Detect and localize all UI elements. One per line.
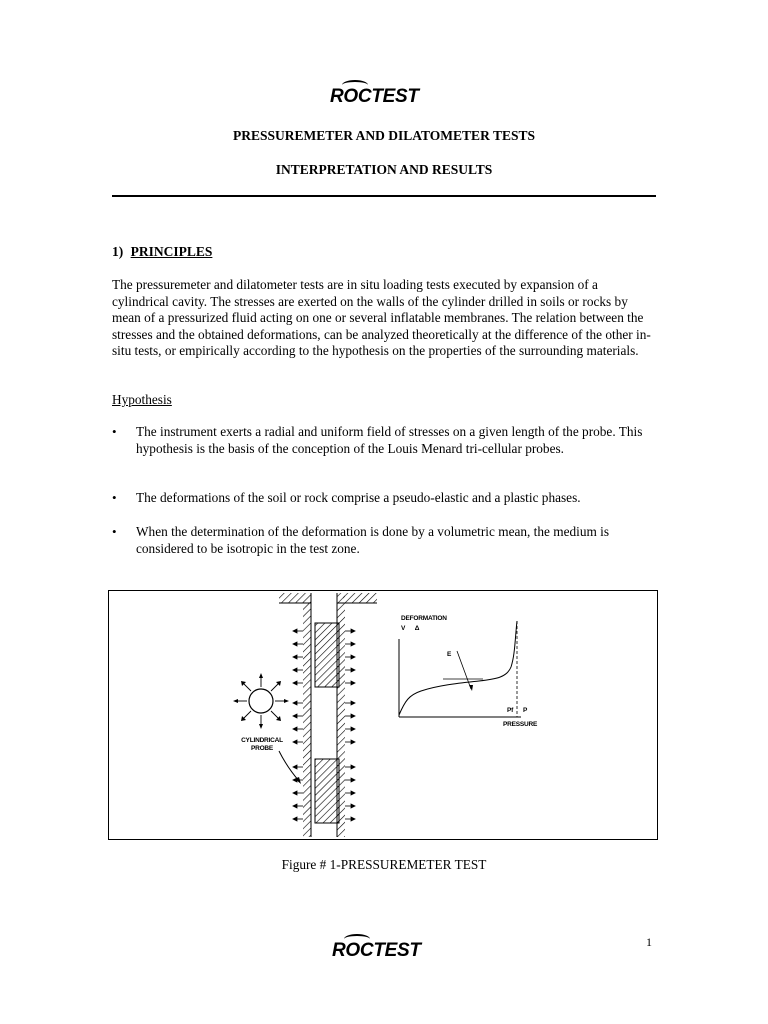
stress-arrow-right bbox=[345, 791, 355, 795]
hypothesis-bullet-2: The deformations of the soil or rock comprise a pseudo-elastic and a plastic phases. bbox=[136, 490, 581, 505]
stress-arrow-left bbox=[293, 791, 303, 795]
stress-arrow-right bbox=[345, 765, 355, 769]
stress-arrow-right bbox=[345, 714, 355, 718]
page-number: 1 bbox=[646, 935, 652, 949]
limit-pressure-label: Pf bbox=[507, 707, 514, 714]
ground-surface bbox=[279, 593, 377, 603]
pressure-axis-label: PRESSURE bbox=[503, 721, 538, 728]
footer-logo-text: ROCTEST bbox=[332, 940, 421, 961]
document-title: PRESSUREMETER AND DILATOMETER TESTS bbox=[233, 128, 535, 143]
header-logo-text: ROCTEST bbox=[330, 86, 419, 107]
stress-arrow-left bbox=[293, 817, 303, 821]
stress-arrow-right bbox=[345, 629, 355, 633]
probe-label-line1: CYLINDRICAL bbox=[241, 737, 283, 744]
stress-arrow-right bbox=[345, 804, 355, 808]
pressure-deformation-graph bbox=[399, 621, 521, 717]
hypothesis-heading: Hypothesis bbox=[112, 392, 172, 407]
stress-arrow-left bbox=[293, 740, 303, 744]
probe-pointer bbox=[279, 751, 301, 784]
stress-arrow-right bbox=[345, 655, 355, 659]
stress-arrow-right bbox=[345, 778, 355, 782]
stress-arrow-left bbox=[293, 727, 303, 731]
intro-paragraph: The pressuremeter and dilatometer tests are in situ loading tests executed by expansion of a cylindrical cavity. The stresses are exerted on the walls of the cylinder drilled in soils or rocks by mean of a pressurized fluid acting on one or several inflatable membranes. The relation between the stresses and the obtained deformations, can be analyzed theoretically at the difference of the other in-situ tests, or empirically according to the hypothesis on the properties of the surrounding materials. bbox=[112, 277, 651, 359]
hypothesis-bullet-1: The instrument exerts a radial and uniform field of stresses on a given length of the probe. This hypothesis is the basis of the conception of the Louis Menard tri-cellular probes. bbox=[136, 424, 643, 456]
stress-arrow-right bbox=[345, 817, 355, 821]
section-heading bbox=[112, 244, 212, 260]
deformation-axis-label: DEFORMATION bbox=[401, 615, 447, 622]
graph-curve bbox=[399, 621, 517, 715]
figure-frame bbox=[108, 590, 658, 840]
stress-arrow-left bbox=[293, 714, 303, 718]
probe-cross-section bbox=[233, 673, 289, 729]
stress-arrow-left bbox=[293, 668, 303, 672]
logo-swoosh-icon bbox=[342, 80, 368, 90]
delta-label: Δ bbox=[414, 625, 420, 632]
logo-swoosh-icon bbox=[344, 934, 370, 944]
modulus-label: E bbox=[447, 651, 452, 658]
stress-arrow-left bbox=[293, 701, 303, 705]
document-subtitle: INTERPRETATION AND RESULTS bbox=[275, 162, 493, 177]
bullet-marker: • bbox=[112, 490, 117, 505]
probe-label bbox=[237, 737, 287, 753]
stress-arrow-left bbox=[293, 681, 303, 685]
footer-logo bbox=[332, 940, 421, 962]
section-number: 1) bbox=[112, 244, 124, 259]
pressuremeter-diagram bbox=[109, 591, 657, 839]
volume-label bbox=[401, 625, 419, 632]
probe-label-line2: PROBE bbox=[250, 745, 274, 752]
section-title: PRINCIPLES bbox=[130, 244, 213, 259]
v-label: V bbox=[401, 625, 406, 632]
stress-arrow-left bbox=[293, 642, 303, 646]
probe-cells bbox=[315, 623, 339, 823]
stress-arrow-left bbox=[293, 655, 303, 659]
pressure-p-label: P bbox=[523, 707, 528, 714]
stress-arrow-left bbox=[293, 804, 303, 808]
figure-caption: Figure # 1-PRESSUREMETER TEST bbox=[281, 857, 487, 872]
stress-arrow-right bbox=[345, 681, 355, 685]
bullet-marker: • bbox=[112, 524, 117, 539]
header-logo bbox=[330, 86, 419, 108]
stress-arrow-left bbox=[293, 629, 303, 633]
title-divider bbox=[112, 195, 656, 197]
stress-arrow-right bbox=[345, 727, 355, 731]
stress-arrow-right bbox=[345, 740, 355, 744]
stress-arrow-right bbox=[345, 701, 355, 705]
bullet-marker: • bbox=[112, 424, 117, 439]
hypothesis-bullet-3: When the determination of the deformation is done by a volumetric mean, the medium is considered to be isotropic in the test zone. bbox=[136, 524, 610, 556]
stress-arrow-left bbox=[293, 765, 303, 769]
stress-arrow-right bbox=[345, 668, 355, 672]
stress-arrow-right bbox=[345, 642, 355, 646]
